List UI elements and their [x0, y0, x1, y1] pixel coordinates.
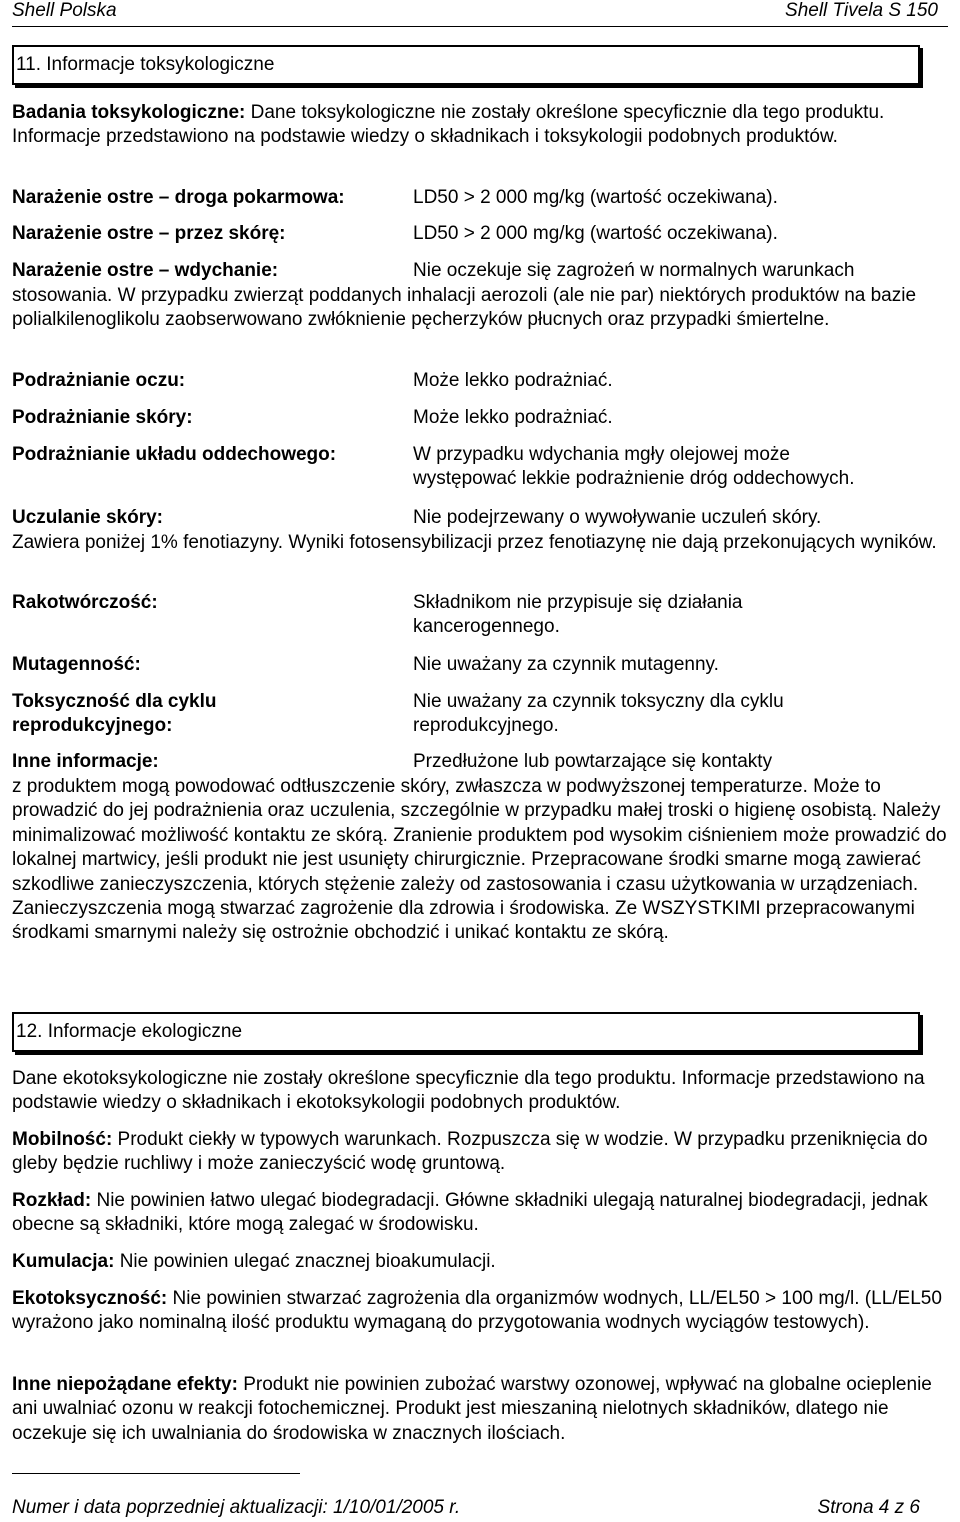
uczulanie-continuation: Zawiera poniżej 1% fenotiazyny. Wyniki fotosensybilizacji przez fenotiazynę nie dają przekonujących wyników. — [12, 532, 937, 553]
section-11-heading — [12, 45, 920, 85]
item-label: Rozkład: — [12, 1190, 92, 1211]
badania-text: Dane toksykologiczne nie zostały określone specyficznie dla tego produktu. Informacje przedstawiono na podstawie wiedzy o składnikach i toksykologii podobnych produktów. — [12, 102, 885, 148]
row-label: Narażenie ostre – droga pokarmowa: — [12, 187, 345, 208]
header-product: Shell Tivela S 150 — [785, 0, 938, 21]
footer-divider — [12, 1473, 300, 1474]
row-label: Inne informacje: — [12, 751, 159, 772]
footer-page-number: Strona 4 z 6 — [817, 1497, 920, 1518]
item-text: Produkt nie powinien zubożać warstwy ozonowej, wpływać na globalne ocieplenie ani uwalniać ozonu w reakcji fotochemicznej. Produkt jest mieszaniną nielotnych składników, dlatego nie oczekuje się ich uwalniania do środowiska w znacznych ilościach. — [12, 1374, 932, 1444]
badania-label: Badania toksykologiczne: — [12, 102, 246, 123]
item-text: Produkt ciekły w typowych warunkach. Rozpuszcza się w wodzie. W przypadku przeniknięcia do gleby będzie ruchliwy i może zanieczyścić wodę gruntową. — [12, 1129, 928, 1175]
row-value: Może lekko podrażniać. — [413, 407, 613, 428]
row-value: LD50 > 2 000 mg/kg (wartość oczekiwana). — [413, 187, 778, 208]
inne-continuation: z produktem mogą powodować odtłuszczenie skóry, zwłaszcza w podwyższonej temperaturze. Może to prowadzić do jej podrażnienia oraz uczulenia, szczególnie w przypadku małej troski o higienę osobistą. Należy minimalizować możliwość kontaktu ze skórą. Zranienie produktem pod wysokim ciśnieniem może prowadzić do lokalnej martwicy, jeśli produkt nie jest usunięty chirurgicznie. Przepracowane środki smarne mogą zawierać szkodliwe zanieczyszczenia, których stężenie zależy od zastosowania i czasu użytkowania w urządzeniach. Zanieczyszczenia mogą stwarzać zagrożenie dla zdrowia i środowiska. Ze WSZYSTKIMI przepracowanymi środkami smarnymi należy się ostrożnie obchodzić i unikać kontaktu ze skórą. — [12, 776, 947, 944]
row-label: Narażenie ostre – przez skórę: — [12, 223, 286, 244]
row-label: Narażenie ostre – wdychanie: — [12, 260, 279, 281]
row-label: Mutagenność: — [12, 654, 141, 675]
ecology-mobilnosc — [12, 1128, 948, 1177]
ecology-inne-efekty — [12, 1373, 948, 1446]
item-label: Mobilność: — [12, 1129, 113, 1150]
row-label: Podrażnianie układu oddechowego: — [12, 444, 337, 465]
row-label: Rakotwórczość: — [12, 592, 158, 613]
ecology-ekotoksycznosc — [12, 1287, 948, 1336]
row-value: LD50 > 2 000 mg/kg (wartość oczekiwana). — [413, 223, 778, 244]
section-12-title: 12. Informacje ekologiczne — [16, 1021, 243, 1042]
header-company: Shell Polska — [12, 0, 117, 21]
badania-paragraph — [12, 101, 948, 150]
row-value: Nie oczekuje się zagrożeń w normalnych warunkach — [413, 260, 855, 281]
ecology-rozklad — [12, 1189, 948, 1238]
ecology-kumulacja — [12, 1250, 948, 1274]
section-11-title: 11. Informacje toksykologiczne — [16, 54, 275, 75]
wdychanie-continuation: stosowania. W przypadku zwierząt poddanych inhalacji aerozoli (ale nie par) niektórych produktów na bazie polialkilenoglikolu zaobserwowano zwłóknienie pęcherzyków płucnych oraz przypadki śmiertelne. — [12, 285, 917, 331]
row-value: Może lekko podrażniać. — [413, 370, 613, 391]
item-text: Nie powinien stwarzać zagrożenia dla organizmów wodnych, LL/EL50 > 100 mg/l. (LL/EL50 wyrażono jako nominalną ilość produktu wymaganą do przygotowania wodnych wyciągów testowych). — [12, 1288, 942, 1334]
row-label: Toksyczność dla cyklu reprodukcyjnego: — [12, 691, 217, 737]
row-value: Nie uważany za czynnik mutagenny. — [413, 654, 719, 675]
section-12-heading — [12, 1012, 920, 1052]
row-value: Przedłużone lub powtarzające się kontakty — [413, 751, 773, 772]
ecology-intro: Dane ekotoksykologiczne nie zostały określone specyficznie dla tego produktu. Informacje przedstawiono na podstawie wiedzy o składnikach i ekotoksykologii podobnych produktów. — [12, 1068, 925, 1114]
row-value: Nie uważany za czynnik toksyczny dla cyklu reprodukcyjnego. — [413, 691, 784, 737]
row-label: Podrażnianie skóry: — [12, 407, 193, 428]
item-label: Inne niepożądane efekty: — [12, 1374, 238, 1395]
footer-revision: Numer i data poprzedniej aktualizacji: 1/10/01/2005 r. — [12, 1497, 461, 1518]
row-value: Nie podejrzewany o wywoływanie uczuleń skóry. — [413, 507, 822, 528]
row-label: Uczulanie skóry: — [12, 507, 163, 528]
row-label: Podrażnianie oczu: — [12, 370, 186, 391]
row-value: Składnikom nie przypisuje się działania kancerogennego. — [413, 592, 743, 638]
item-label: Kumulacja: — [12, 1251, 115, 1272]
item-label: Ekotoksyczność: — [12, 1288, 168, 1309]
row-value: W przypadku wdychania mgły olejowej może występować lekkie podrażnienie dróg oddechowych. — [413, 444, 855, 490]
item-text: Nie powinien ulegać znacznej bioakumulacji. — [114, 1251, 496, 1272]
header-divider — [12, 26, 948, 27]
item-text: Nie powinien łatwo ulegać biodegradacji. Główne składniki ulegają naturalnej biodegradacji, jednak obecne są składniki, które mogą zalegać w środowisku. — [12, 1190, 928, 1236]
